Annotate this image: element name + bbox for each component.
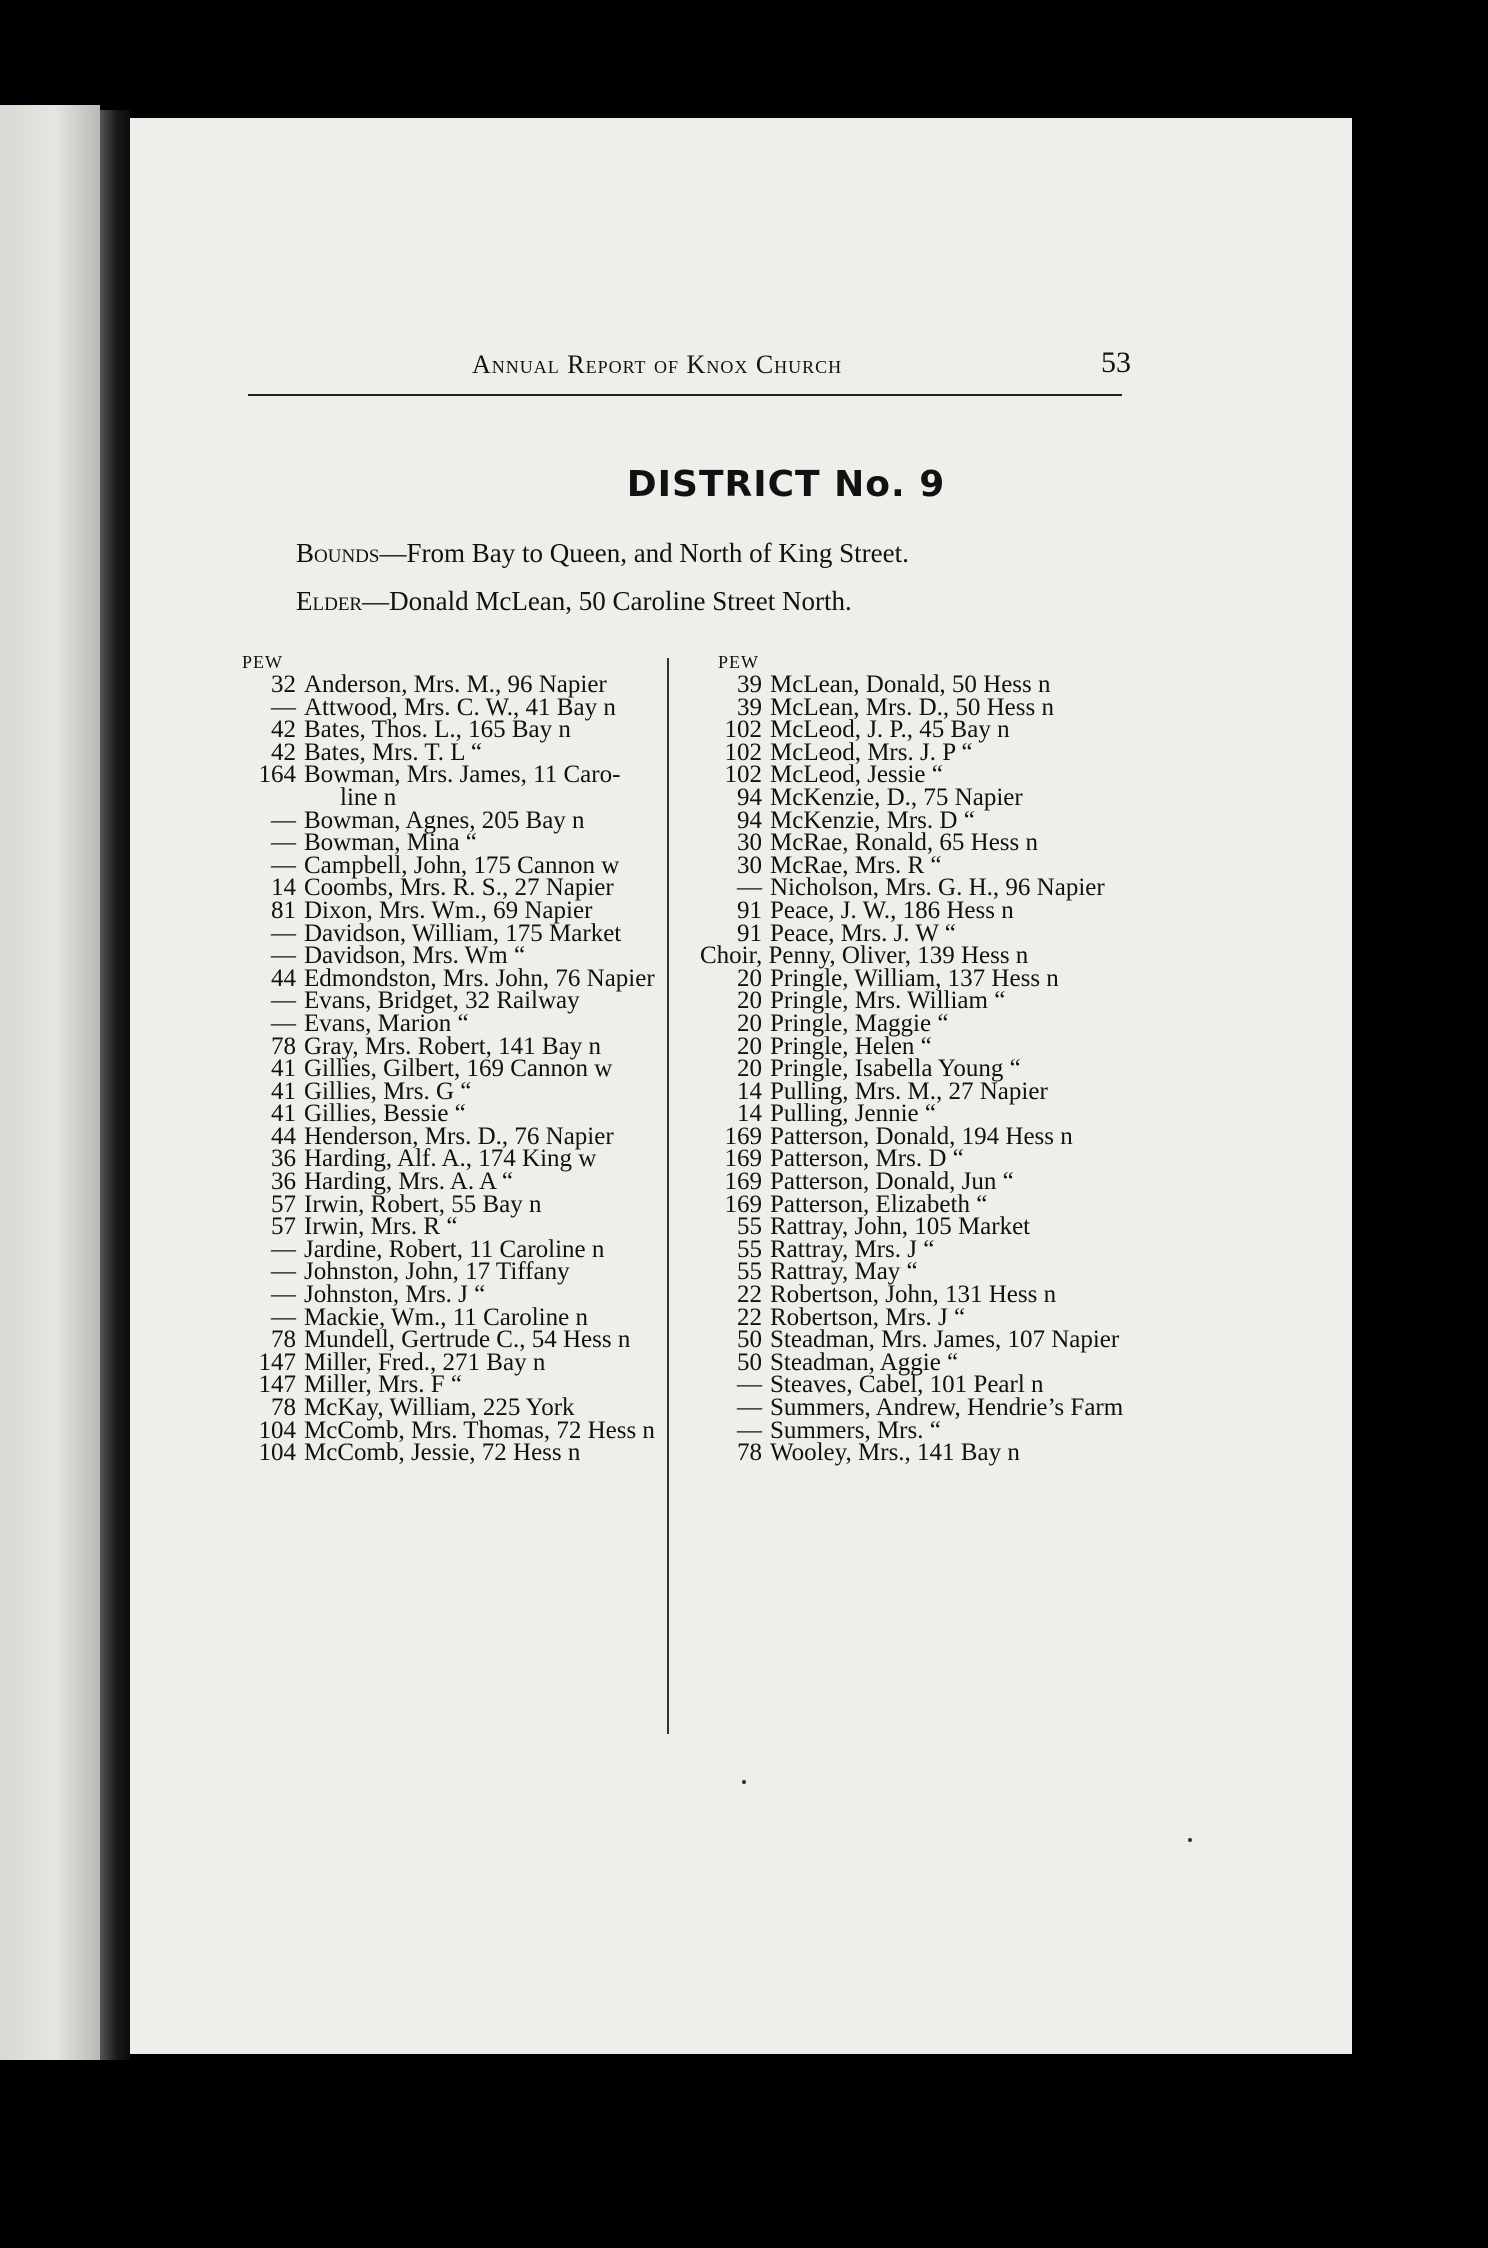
pew-number: 104: [258, 1416, 296, 1444]
member-name: Peace, Mrs. J. W “: [770, 919, 956, 947]
pew-number: —: [271, 851, 296, 879]
member-name: Patterson, Donald, 194 Hess n: [770, 1122, 1073, 1150]
member-name: McLean, Donald, 50 Hess n: [770, 671, 1051, 698]
pew-number: —: [737, 1394, 762, 1421]
print-speck: [742, 1780, 746, 1784]
pew-number: 14: [737, 1100, 762, 1128]
pew-number: —: [271, 987, 296, 1015]
member-name: Gillies, Bessie “: [304, 1100, 466, 1128]
member-name: Davidson, Mrs. Wm “: [304, 942, 526, 970]
pew-number: —: [737, 874, 762, 902]
header-rule: [248, 394, 1122, 396]
print-speck: [1188, 1838, 1192, 1842]
member-name: Bates, Thos. L., 165 Bay n: [304, 716, 571, 744]
elder-line: [296, 586, 852, 617]
member-name: Pulling, Mrs. M., 27 Napier: [770, 1077, 1048, 1105]
member-name: line n: [340, 783, 397, 811]
member-name: Attwood, Mrs. C. W., 41 Bay n: [304, 693, 616, 721]
member-name: Harding, Mrs. A. A “: [304, 1168, 514, 1196]
pew-number: 30: [737, 829, 762, 857]
member-name: McLean, Mrs. D., 50 Hess n: [770, 693, 1054, 721]
member-name: Pringle, Isabella Young “: [770, 1055, 1021, 1083]
member-name: Gillies, Gilbert, 169 Cannon w: [304, 1055, 613, 1083]
pew-number: 22: [737, 1281, 762, 1309]
elder-label: Elder: [296, 586, 363, 616]
pew-number: 41: [271, 1100, 296, 1128]
right-column: [700, 652, 1260, 1465]
member-name: Anderson, Mrs. M., 96 Napier: [304, 671, 607, 698]
member-name: McKay, William, 225 York: [304, 1394, 575, 1421]
member-name: Johnston, John, 17 Tiffany: [304, 1258, 570, 1286]
pew-number: 42: [271, 716, 296, 744]
member-name: Wooley, Mrs., 141 Bay n: [770, 1439, 1020, 1467]
pew-number: 169: [724, 1122, 762, 1150]
pew-number: 78: [737, 1439, 762, 1467]
member-name: Pringle, Helen “: [770, 1032, 932, 1060]
pew-number: 57: [271, 1213, 296, 1241]
pew-number: 22: [737, 1303, 762, 1331]
pew-number: 57: [271, 1190, 296, 1218]
list-item: [224, 1439, 694, 1467]
member-name: Davidson, William, 175 Market: [304, 919, 622, 947]
pew-number: 30: [737, 851, 762, 879]
pew-number: 169: [724, 1145, 762, 1173]
left-column: [224, 652, 694, 1465]
pew-number: 20: [737, 964, 762, 992]
member-name: Gillies, Mrs. G “: [304, 1077, 472, 1105]
member-name: McComb, Mrs. Thomas, 72 Hess n: [304, 1416, 655, 1444]
member-name: McRae, Mrs. R “: [770, 851, 942, 879]
member-name: Jardine, Robert, 11 Caroline n: [304, 1235, 605, 1263]
pew-number: 102: [724, 761, 762, 789]
pew-number: 78: [271, 1032, 296, 1060]
pew-number: 14: [737, 1077, 762, 1105]
facing-page-edge: [0, 105, 100, 2060]
pew-number: 20: [737, 1055, 762, 1083]
member-name: Steadman, Mrs. James, 107 Napier: [770, 1326, 1120, 1354]
member-name: Bowman, Mina “: [304, 829, 477, 857]
member-name: Campbell, John, 175 Cannon w: [304, 851, 620, 879]
bounds-text: —From Bay to Queen, and North of King Street.: [379, 538, 909, 568]
document-page: [130, 118, 1352, 2054]
member-name: Pringle, William, 137 Hess n: [770, 964, 1059, 992]
member-name: Pulling, Jennie “: [770, 1100, 936, 1128]
member-name: McKenzie, Mrs. D “: [770, 806, 975, 834]
left-entries-list: [224, 671, 694, 1467]
pew-number: —: [271, 806, 296, 834]
member-name: Coombs, Mrs. R. S., 27 Napier: [304, 874, 614, 902]
member-name: Peace, J. W., 186 Hess n: [770, 896, 1014, 924]
member-name: McRae, Ronald, 65 Hess n: [770, 829, 1039, 857]
pew-number: 55: [737, 1235, 762, 1263]
pew-number: —: [737, 1416, 762, 1444]
member-name: Harding, Alf. A., 174 King w: [304, 1145, 597, 1173]
member-name: Irwin, Mrs. R “: [304, 1213, 458, 1241]
pew-number: 44: [271, 1122, 296, 1150]
pew-number: 78: [271, 1394, 296, 1421]
pew-number: 14: [271, 874, 296, 902]
member-name: Mundell, Gertrude C., 54 Hess n: [304, 1326, 631, 1354]
pew-number: 41: [271, 1055, 296, 1083]
member-name: McLeod, Jessie “: [770, 761, 943, 789]
pew-number: 32: [271, 671, 296, 698]
pew-number: —: [271, 693, 296, 721]
pew-number: 50: [737, 1326, 762, 1354]
running-header: [130, 328, 1352, 378]
member-name: McComb, Jessie, 72 Hess n: [304, 1439, 581, 1467]
pew-number: 102: [724, 716, 762, 744]
member-name: McLeod, Mrs. J. P “: [770, 738, 973, 766]
pew-number: 50: [737, 1348, 762, 1376]
pew-number: 55: [737, 1213, 762, 1241]
pew-number: —: [271, 1009, 296, 1037]
pew-number: 147: [258, 1348, 296, 1376]
pew-column-header: PEW: [718, 652, 759, 672]
pew-number: 36: [271, 1145, 296, 1173]
pew-number: 20: [737, 1032, 762, 1060]
member-name: Pringle, Maggie “: [770, 1009, 949, 1037]
pew-number: 36: [271, 1168, 296, 1196]
member-name: Rattray, Mrs. J “: [770, 1235, 935, 1263]
pew-number: 91: [737, 919, 762, 947]
member-name: Pringle, Mrs. William “: [770, 987, 1006, 1015]
pew-number: 104: [258, 1439, 296, 1467]
member-name: Mackie, Wm., 11 Caroline n: [304, 1303, 588, 1331]
pew-number: 42: [271, 738, 296, 766]
member-name: Choir, Penny, Oliver, 139 Hess n: [700, 942, 1029, 970]
member-name: Patterson, Donald, Jun “: [770, 1168, 1014, 1196]
column-divider: [667, 658, 669, 1734]
member-name: Bowman, Agnes, 205 Bay n: [304, 806, 585, 834]
member-name: Steaves, Cabel, 101 Pearl n: [770, 1371, 1044, 1399]
pew-number: 164: [258, 761, 296, 789]
member-name: Summers, Andrew, Hendrie’s Farm: [770, 1394, 1124, 1421]
district-title: DISTRICT No. 9: [626, 464, 946, 505]
member-name: Summers, Mrs. “: [770, 1416, 941, 1444]
pew-number: 94: [737, 783, 762, 811]
elder-text: —Donald McLean, 50 Caroline Street North.: [362, 586, 852, 616]
member-name: Evans, Marion “: [304, 1009, 469, 1037]
pew-number: —: [271, 1281, 296, 1309]
member-name: Robertson, John, 131 Hess n: [770, 1281, 1057, 1309]
pew-number: 39: [737, 693, 762, 721]
pew-number: 102: [724, 738, 762, 766]
book-gutter: [100, 110, 130, 2060]
bounds-line: [296, 538, 909, 569]
pew-number: 39: [737, 671, 762, 698]
member-name: Patterson, Mrs. D “: [770, 1145, 964, 1173]
list-item: [224, 761, 694, 789]
pew-number: 44: [271, 964, 296, 992]
pew-number: 169: [724, 1190, 762, 1218]
pew-number: —: [271, 1258, 296, 1286]
member-name: Robertson, Mrs. J “: [770, 1303, 966, 1331]
pew-number: —: [271, 942, 296, 970]
pew-number: —: [271, 829, 296, 857]
member-name: Miller, Fred., 271 Bay n: [304, 1348, 546, 1376]
member-name: Gray, Mrs. Robert, 141 Bay n: [304, 1032, 601, 1060]
member-name: McLeod, J. P., 45 Bay n: [770, 716, 1010, 744]
pew-number: —: [737, 1371, 762, 1399]
pew-number: 20: [737, 987, 762, 1015]
pew-number: —: [271, 1303, 296, 1331]
member-name: Bates, Mrs. T. L “: [304, 738, 482, 766]
pew-number: —: [271, 919, 296, 947]
pew-number: 78: [271, 1326, 296, 1354]
member-name: Dixon, Mrs. Wm., 69 Napier: [304, 896, 593, 924]
member-name: Henderson, Mrs. D., 76 Napier: [304, 1122, 614, 1150]
pew-number: 81: [271, 896, 296, 924]
member-name: Nicholson, Mrs. G. H., 96 Napier: [770, 874, 1105, 902]
pew-number: 41: [271, 1077, 296, 1105]
member-name: Miller, Mrs. F “: [304, 1371, 463, 1399]
running-title: Annual Report of Knox Church: [472, 350, 843, 379]
pew-number: 94: [737, 806, 762, 834]
member-name: Edmondston, Mrs. John, 76 Napier: [304, 964, 655, 992]
member-name: Steadman, Aggie “: [770, 1348, 959, 1376]
member-name: Bowman, Mrs. James, 11 Caro-: [304, 761, 621, 789]
pew-number: 91: [737, 896, 762, 924]
pew-number: 147: [258, 1371, 296, 1399]
member-name: Patterson, Elizabeth “: [770, 1190, 988, 1218]
member-name: Irwin, Robert, 55 Bay n: [304, 1190, 542, 1218]
pew-number: 55: [737, 1258, 762, 1286]
member-name: Rattray, John, 105 Market: [770, 1213, 1031, 1241]
pew-number: 20: [737, 1009, 762, 1037]
pew-column-header: PEW: [242, 652, 283, 672]
list-item: [700, 1439, 1260, 1467]
pew-number: 169: [724, 1168, 762, 1196]
member-name: Rattray, May “: [770, 1258, 918, 1286]
bounds-label: Bounds: [296, 538, 380, 568]
member-name: Johnston, Mrs. J “: [304, 1281, 486, 1309]
page-number: 53: [1101, 346, 1131, 379]
member-name: Evans, Bridget, 32 Railway: [304, 987, 580, 1015]
pew-number: —: [271, 1235, 296, 1263]
right-entries-list: [700, 671, 1260, 1467]
member-name: McKenzie, D., 75 Napier: [770, 783, 1023, 811]
